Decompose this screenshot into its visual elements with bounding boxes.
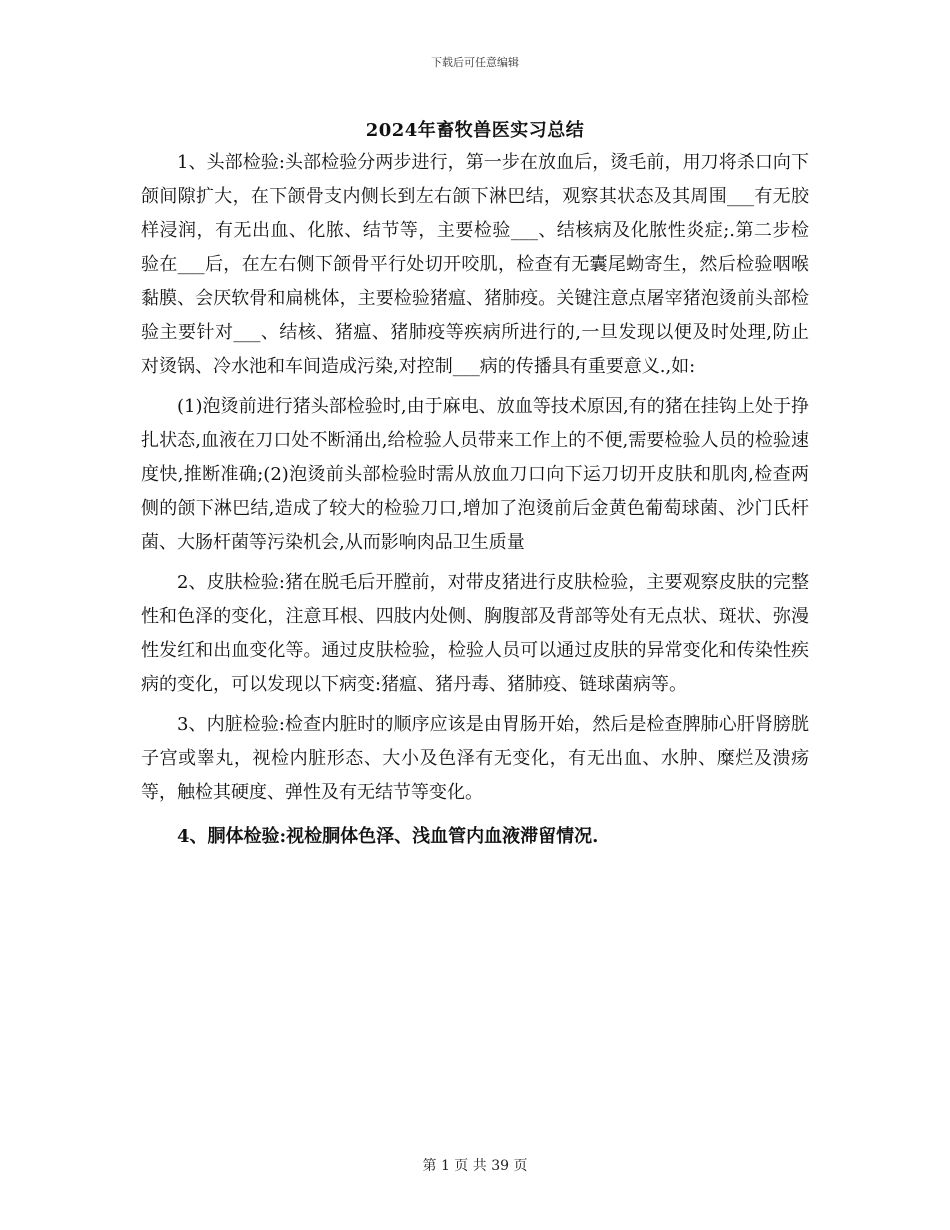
paragraph-carcass-inspection: 4、胴体检验:视检胴体色泽、浅血管内血液滞留情况. xyxy=(177,826,599,847)
paragraph-head-inspection-notes: (1)泡烫前进行猪头部检验时,由于麻电、放血等技术原因,有的猪在挂钩上处于挣扎状态,血液在刀口处不断涌出,给检验人员带来工作上的不便,需要检验人员的检验速度快,推断准确;(2)泡烫前头部检验时需从放血刀口向下运刀切开皮肤和肌肉,检查两侧的颌下淋巴结,造成了较大的检验刀口,增加了泡烫前后金黄色葡萄球菌、沙门氏杆菌、大肠杆菌等污染机会,从而影响肉品卫生质量 xyxy=(141,396,809,553)
page-header-note: 下载后可任意编辑 xyxy=(431,56,519,69)
paragraph-skin-inspection: 2、皮肤检验:猪在脱毛后开膛前，对带皮猪进行皮肤检验，主要观察皮肤的完整性和色泽的变化，注意耳根、四肢内处侧、胸腹部及背部等处有无点状、斑状、弥漫性发红和出血变化等。通过皮肤检验，检验人员可以通过皮肤的异常变化和传染性疾病的变化，可以发现以下病变:猪瘟、猪丹毒、猪肺疫、链球菌病等。 xyxy=(141,572,809,695)
document-body xyxy=(141,146,809,854)
document-title: 2024年畜牧兽医实习总结 xyxy=(365,120,585,141)
paragraph-viscera-inspection: 3、内脏检验:检查内脏时的顺序应该是由胃肠开始，然后是检查脾肺心肝肾膀胱子宫或睾丸，视检内脏形态、大小及色泽有无变化，有无出血、水肿、糜烂及溃疡等，触检其硬度、弹性及有无结节等变化。 xyxy=(141,714,809,803)
paragraph-head-inspection: 1、头部检验:头部检验分两步进行，第一步在放血后，烫毛前，用刀将杀口向下颌间隙扩大，在下颌骨支内侧长到左右颌下淋巴结，观察其状态及其周围___有无胶样浸润，有无出血、化脓、结节等，主要检验___、结核病及化脓性炎症;.第二步检验在___后，在左右侧下颌骨平行处切开咬肌，检查有无囊尾蚴寄生，然后检验咽喉黏膜、会厌软骨和扁桃体，主要检验猪瘟、猪肺疫。关键注意点屠宰猪泡烫前头部检验主要针对___、结核、猪瘟、猪肺疫等疾病所进行的,一旦发现以便及时处理,防止对烫锅、冷水池和车间造成污染,对控制___病的传播具有重要意义.,如: xyxy=(141,152,809,377)
page-number: 第 1 页 共 39 页 xyxy=(422,1158,528,1174)
